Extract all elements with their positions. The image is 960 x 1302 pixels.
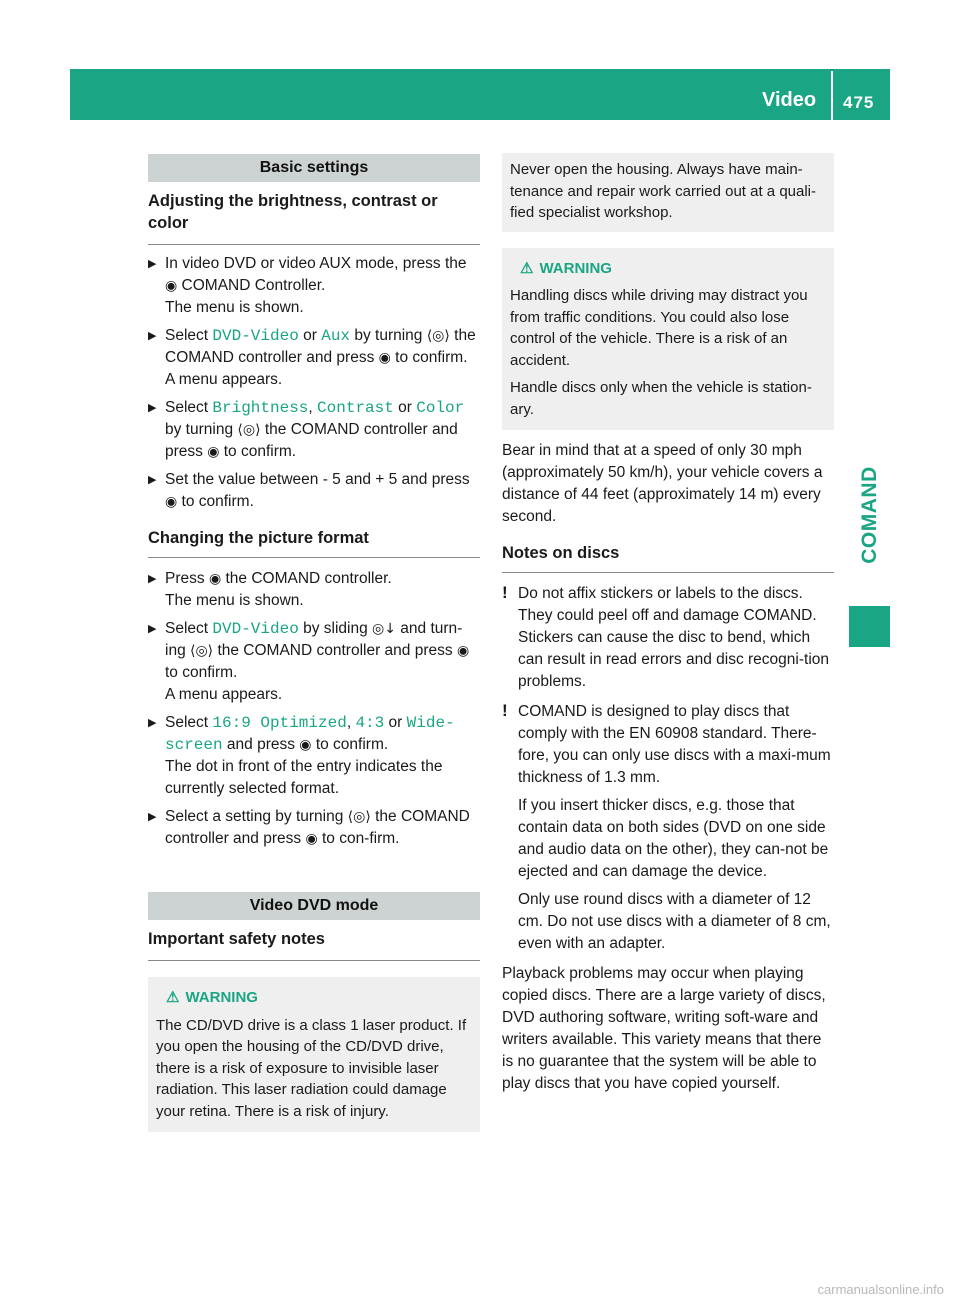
menu-keyword: Brightness: [212, 399, 309, 417]
step-text: Press: [165, 570, 209, 587]
step-text: or: [384, 714, 407, 731]
step-arrow-icon: ▶: [148, 258, 157, 270]
step-item: [148, 469, 480, 513]
warning-text: The CD/DVD drive is a class 1 laser product. If you open the housing of the CD/DVD drive, there is a risk of exposure to invisible laser radiation. This laser radiation could damage your retina. There is a risk of injury.: [156, 1016, 467, 1120]
step-item: [148, 568, 480, 612]
controller-slide-icon: ◎↓: [372, 621, 396, 637]
step-item: [148, 253, 480, 319]
step-item: [148, 712, 480, 800]
exclamation-icon: !: [502, 701, 508, 720]
warning-triangle-icon: ⚠: [166, 989, 180, 1006]
step-text: to confirm.: [311, 736, 389, 753]
step-text: Select: [165, 620, 213, 637]
step-item: [148, 618, 480, 706]
body-paragraph: Bear in mind that at a speed of only 30 mph (approximately 50 km/h), your vehicle covers a distance of 44 feet (approximately 14 m) every second.: [502, 442, 823, 525]
warning-box: [148, 977, 480, 1132]
step-arrow-icon: ▶: [148, 330, 157, 342]
section-heading-video-dvd-mode: Video DVD mode: [148, 892, 480, 920]
notice-item: [502, 583, 834, 693]
side-tab-label: COMAND: [857, 466, 881, 564]
heading-safety-notes: Important safety notes: [148, 928, 480, 961]
step-arrow-icon: ▶: [148, 474, 157, 486]
heading-adjusting-brightness: Adjusting the brightness, contrast or color: [148, 190, 480, 245]
step-item: [148, 806, 480, 850]
step-text: to confirm.: [165, 664, 238, 681]
header-divider: [831, 71, 833, 120]
step-text: Select a setting by turning: [165, 808, 348, 825]
warning-box: [502, 248, 834, 431]
section-title: Video: [762, 89, 817, 111]
step-text: to con-firm.: [317, 830, 400, 847]
step-arrow-icon: ▶: [148, 402, 157, 414]
menu-keyword: Contrast: [317, 399, 394, 417]
warning-label: WARNING: [539, 259, 612, 277]
warning-title: [510, 258, 826, 280]
step-text: to confirm.: [390, 349, 468, 366]
step-text: by turning: [350, 327, 427, 344]
side-tab: [849, 450, 890, 580]
note-text: Never open the housing. Always have main-tenance and repair work carried out at a quali-fied specialist workshop.: [510, 161, 817, 221]
step-text: Select: [165, 327, 213, 344]
step-text: Select: [165, 714, 213, 731]
step-arrow-icon: ▶: [148, 717, 157, 729]
step-text: COMAND Controller.: [181, 277, 326, 294]
controller-press-icon: ◉: [456, 643, 470, 659]
step-text: the COMAND controller.: [221, 570, 392, 587]
step-result: A menu appears.: [165, 371, 283, 388]
controller-press-icon: ◉: [165, 278, 178, 294]
step-text: and turn-ing: [165, 620, 463, 659]
menu-keyword: 4:3: [355, 714, 385, 732]
notice-text: If you insert thicker discs, e.g. those that contain data on both sides (DVD on one side and audio data on the other), they can-not be ejected and can damage the device.: [518, 797, 829, 880]
step-text: the COMAND controller and press: [213, 642, 457, 659]
warning-triangle-icon: ⚠: [520, 259, 534, 277]
step-result: The menu is shown.: [165, 592, 304, 609]
step-arrow-icon: ▶: [148, 573, 157, 585]
controller-press-icon: ◉: [208, 571, 222, 587]
step-text: or: [393, 399, 417, 416]
page-number: 475: [843, 93, 875, 112]
step-text: Select: [165, 399, 213, 416]
controller-turn-icon: ⟨◎⟩: [347, 809, 371, 825]
step-arrow-icon: ▶: [148, 811, 157, 823]
right-column: [502, 154, 834, 1105]
step-text: by turning: [165, 421, 238, 438]
menu-keyword: Wide‐ screen: [165, 714, 455, 754]
step-result: The dot in front of the entry indicates the currently selected format.: [165, 758, 443, 797]
menu-keyword: DVD-Video: [212, 327, 299, 345]
step-text: to confirm.: [177, 493, 254, 510]
notice-text: Do not affix stickers or labels to the discs. They could peel off and damage COMAND. Stickers can cause the disc to bend, which can result in read errors and disc recogni-tion problems.: [518, 585, 830, 690]
step-result: A menu appears.: [165, 686, 283, 703]
left-column: [148, 154, 480, 1132]
warning-title: [156, 987, 472, 1009]
step-text: or: [298, 327, 322, 344]
warning-text: Handle discs only when the vehicle is station-ary.: [510, 379, 812, 418]
controller-press-icon: ◉: [299, 737, 312, 753]
step-text: the COMAND controller and press: [165, 808, 470, 847]
notice-text: COMAND is designed to play discs that comply with the EN 60908 standard. There-fore, you can only use discs with a maxi-mum thickness of 1.3 mm.: [518, 703, 831, 786]
controller-press-icon: ◉: [378, 350, 391, 366]
controller-press-icon: ◉: [207, 444, 220, 460]
controller-press-icon: ◉: [165, 494, 178, 510]
side-tab-marker: [849, 606, 890, 647]
heading-notes-on-discs: Notes on discs: [502, 542, 834, 573]
footer-watermark: carmanualsonline.info: [817, 1282, 944, 1297]
step-text: and press: [222, 736, 300, 753]
step-text: by sliding: [298, 620, 373, 637]
section-heading-basic-settings: Basic settings: [148, 154, 480, 182]
step-item: [148, 325, 480, 391]
menu-keyword: 16:9 Optimized: [212, 714, 347, 732]
step-text: In video DVD or video AUX mode, press the: [165, 255, 467, 272]
exclamation-icon: !: [502, 583, 508, 602]
controller-turn-icon: ⟨◎⟩: [426, 328, 450, 344]
note-box: [502, 153, 834, 232]
heading-picture-format: Changing the picture format: [148, 527, 480, 558]
step-result: The menu is shown.: [165, 299, 304, 316]
step-arrow-icon: ▶: [148, 623, 157, 635]
step-text: to confirm.: [219, 443, 297, 460]
controller-turn-icon: ⟨◎⟩: [190, 643, 214, 659]
menu-keyword: DVD-Video: [212, 620, 299, 638]
notice-text: Only use round discs with a diameter of 12 cm. Do not use discs with a diameter of 8 cm, even with an adapter.: [518, 891, 831, 952]
step-text: Set the value between - 5 and + 5 and press: [165, 471, 470, 488]
warning-label: WARNING: [185, 989, 258, 1006]
menu-keyword: Color: [416, 399, 465, 417]
body-paragraph: Playback problems may occur when playing copied discs. There are a large variety of discs, DVD authoring software, writing soft-ware and writers available. This variety means that there is no guarantee that the system will be able to play discs that you have copied yourself.: [502, 965, 826, 1092]
controller-press-icon: ◉: [305, 831, 318, 847]
step-item: [148, 397, 480, 463]
notice-item: [502, 701, 834, 955]
controller-turn-icon: ⟨◎⟩: [237, 422, 261, 438]
menu-keyword: Aux: [321, 327, 351, 345]
step-text: the COMAND controller and press: [165, 421, 458, 460]
step-text: the COMAND controller and press: [165, 327, 476, 366]
step-text: ,: [308, 399, 318, 416]
step-text: ,: [346, 714, 356, 731]
warning-text: Handling discs while driving may distract you from traffic conditions. You could also lose control of the vehicle. There is a risk of an accident.: [510, 287, 808, 369]
